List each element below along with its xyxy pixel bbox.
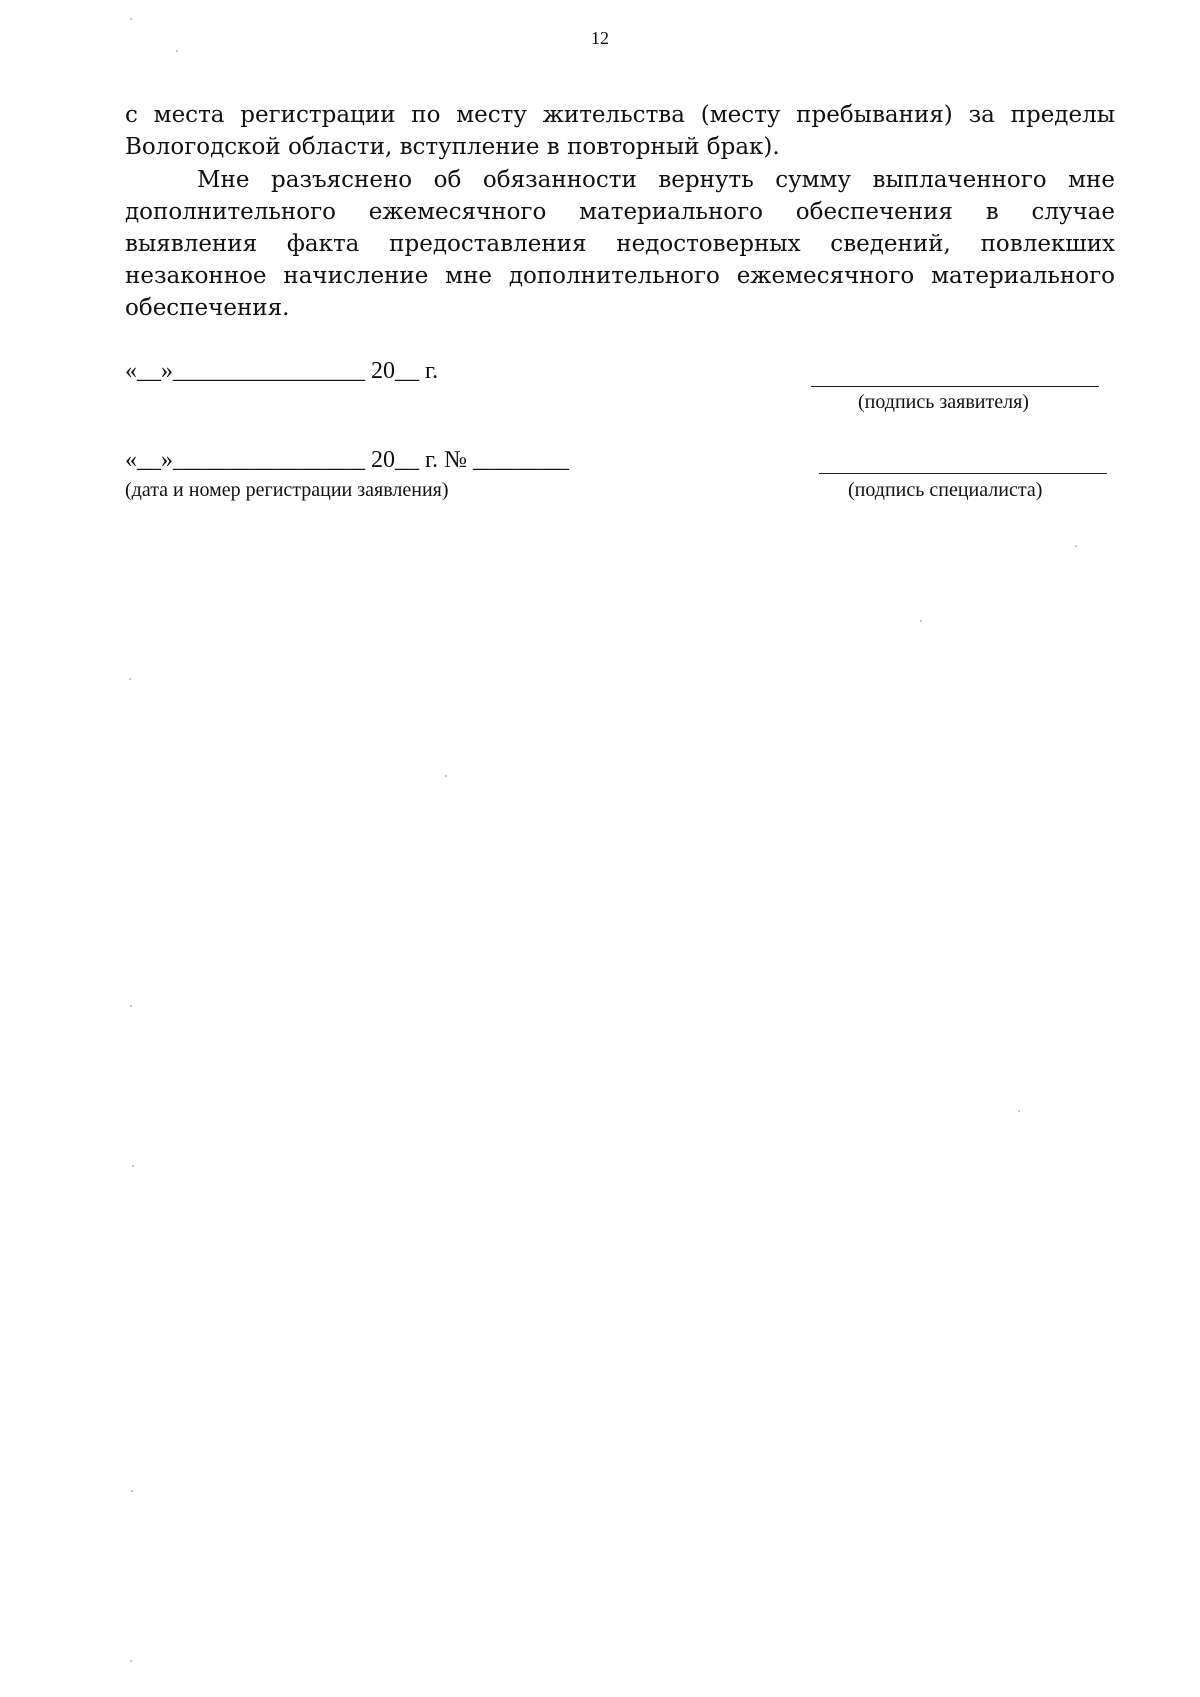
page-number: 12 [591,28,609,48]
scan-speck [129,678,131,680]
scan-speck [130,18,132,20]
registration-date-number-line: «__»________________ 20__ г. № ________ [125,447,570,473]
registration-caption: (дата и номер регистрации заявления) [125,479,449,501]
scan-speck [920,620,922,622]
scan-speck [445,775,447,777]
paragraph-obligation-notice: Мне разъяснено об обязанности вернуть сумму выплаченного мне дополнительного ежемесячного материального обеспечения в случае выявления факта предоставления недостоверных сведений, повлекших незаконное начисление мне дополнительного ежемесячного материального обеспечения. [125,167,1115,321]
scan-speck [130,1005,132,1007]
scan-speck [1018,1110,1020,1112]
scan-speck [130,1660,132,1662]
specialist-signature-line [819,473,1107,474]
specialist-signature-caption: (подпись специалиста) [848,479,1043,501]
paragraph-continuation: с места регистрации по месту жительства (месту пребывания) за пределы Вологодской области, вступление в повторный брак). [125,102,1115,160]
scan-speck [132,1165,134,1167]
scan-speck [176,50,178,52]
scan-speck [1075,545,1077,547]
applicant-signature-caption: (подпись заявителя) [858,391,1029,413]
applicant-signature-line [811,386,1099,387]
scan-speck [131,1490,133,1492]
applicant-date-line: «__»________________ 20__ г. [125,358,439,384]
